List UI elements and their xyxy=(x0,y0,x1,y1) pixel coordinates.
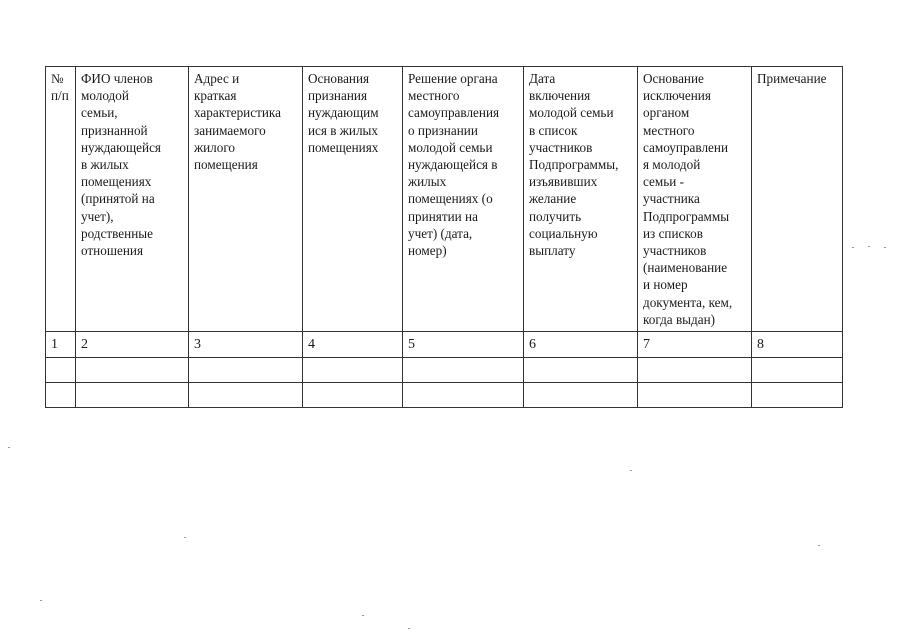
table-cell xyxy=(76,358,189,383)
column-number: 1 xyxy=(46,332,76,358)
table-cell xyxy=(76,383,189,408)
scan-speck xyxy=(852,247,854,248)
header-recognition-grounds: Основания признания нуждающим ися в жилых помещениях xyxy=(303,67,403,332)
scan-speck xyxy=(184,537,186,538)
column-number-row xyxy=(46,332,843,358)
scan-speck xyxy=(868,246,870,247)
scan-speck xyxy=(40,600,42,601)
scan-speck xyxy=(408,628,410,629)
column-number: 7 xyxy=(638,332,752,358)
table-cell xyxy=(752,358,843,383)
scan-speck xyxy=(362,615,364,616)
table-cell xyxy=(189,383,303,408)
column-number: 4 xyxy=(303,332,403,358)
scan-speck xyxy=(8,447,10,448)
table-cell xyxy=(189,358,303,383)
table-cell xyxy=(303,383,403,408)
header-note: Примечание xyxy=(752,67,843,332)
column-number: 8 xyxy=(752,332,843,358)
header-authority-decision: Решение органа местного самоуправления о признании молодой семьи нуждающейся в жилых помещениях (о принятии на учет) (дата, номер) xyxy=(403,67,524,332)
table-cell xyxy=(638,383,752,408)
scan-speck xyxy=(884,247,886,248)
table-row xyxy=(46,383,843,408)
header-row-number: № п/п xyxy=(46,67,76,332)
register-table xyxy=(45,66,843,408)
table-cell xyxy=(46,358,76,383)
table-cell xyxy=(524,358,638,383)
column-number: 6 xyxy=(524,332,638,358)
column-number: 5 xyxy=(403,332,524,358)
table-header-row xyxy=(46,67,843,332)
table-cell xyxy=(524,383,638,408)
scan-speck xyxy=(630,470,632,471)
header-inclusion-date: Дата включения молодой семьи в список участников Подпрограммы, изъявивших желание получить социальную выплату xyxy=(524,67,638,332)
table-cell xyxy=(403,358,524,383)
table-cell xyxy=(403,383,524,408)
column-number: 2 xyxy=(76,332,189,358)
table-cell xyxy=(303,358,403,383)
column-number: 3 xyxy=(189,332,303,358)
header-family-members: ФИО членов молодой семьи, признанной нуждающейся в жилых помещениях (принятой на учет), родственные отношения xyxy=(76,67,189,332)
header-exclusion-grounds: Основание исключения органом местного самоуправлени я молодой семьи - участника Подпрограммы из списков участников (наименование и номер документа, кем, когда выдан) xyxy=(638,67,752,332)
table-cell xyxy=(638,358,752,383)
table-row xyxy=(46,358,843,383)
scan-speck xyxy=(818,545,820,546)
table-cell xyxy=(46,383,76,408)
header-address: Адрес и краткая характеристика занимаемого жилого помещения xyxy=(189,67,303,332)
table-cell xyxy=(752,383,843,408)
